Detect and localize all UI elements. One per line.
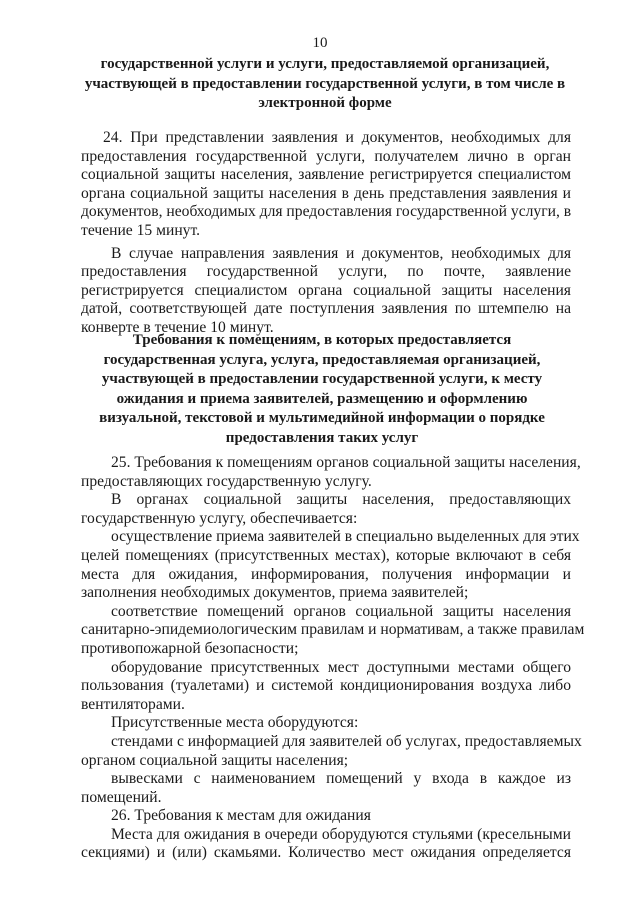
text-line: целей помещениях (присутственных местах), которые включают в себя [81,546,571,564]
text-line: Присутственные места оборудуются: [111,714,359,732]
text-line: 25. Требования к помещениям органов социальной защиты населения, [111,454,581,471]
section-25-26-body [81,454,585,863]
paragraph-25-3 [81,528,580,602]
text-line: предоставления государственной услуги, получателем лично в орган [81,147,571,165]
text-line: документов, необходимых для предоставления государственной услуги, в [81,203,572,221]
text-line: секциями) и (или) скамьями. Количество мест ожидания определяется [81,844,571,862]
page-number: 10 [312,35,328,51]
paragraph-24-2 [81,245,571,338]
text-line: предоставляющих государственную услугу. [81,472,372,490]
section-24-body [81,129,571,338]
heading-line: участвующей в предоставлении государственной услуги, в том числе в [84,75,566,92]
section-heading-service-order [80,55,570,114]
text-line: вывесками с наименованием помещений у входа в каждое из [111,770,571,788]
heading-line: Требования к помещениям, в которых предоставляется [132,332,512,348]
text-line: вентиляторами. [81,695,185,713]
text-line: регистрируется специалистом органа социальной защиты населения [81,281,571,299]
heading-line: участвующей в предоставлении государственной услуги, к месту [101,371,543,387]
paragraph-26-2 [81,826,571,863]
paragraph-24-1 [81,129,571,241]
text-line: стендами с информацией для заявителей об услугах, предоставляемых [111,732,582,750]
paragraph-25-1 [81,454,581,491]
text-line: осуществление приема заявителей в специально выделенных для этих [111,528,580,546]
text-line: течение 15 минут. [81,221,201,239]
paragraph-26-1 [81,807,571,826]
paragraph-25-4 [81,602,585,659]
text-line: предоставления государственной услуги, по почте, заявление [81,263,571,281]
text-line: пользования (туалетами) и системой кондиционирования воздуха либо [81,677,571,695]
text-line: В органах социальной защиты населения, предоставляющих [111,491,571,509]
heading-line: электронной форме [258,95,392,111]
paragraph-25-8 [81,770,571,807]
text-line: датой, соответствующей дате поступления заявления по штемпелю на [81,300,571,318]
text-line: места для ожидания, информирования, получения информации и [81,565,571,583]
heading-line: визуальной, текстовой и мультимедийной информации о порядке [99,410,545,426]
text-line: социальной защиты населения, заявление регистрируется специалистом [81,166,571,184]
paragraph-25-7 [81,732,582,770]
text-line: органа социальной защиты населения в день представления заявления и [81,184,571,202]
text-line: помещений. [81,788,162,806]
text-line: противопожарной безопасности; [81,639,299,657]
text-line: заполнения необходимых документов, приема заявителей; [81,584,469,602]
section-heading-premises-requirements [92,331,552,448]
heading-line: государственной услуги и услуги, предоставляемой организацией, [100,56,550,72]
heading-line: государственная услуга, услуга, предоставляемая организацией, [103,351,541,368]
paragraph-25-5 [81,659,571,715]
text-line: соответствие помещений органов социальной защиты населения [111,602,571,620]
text-line: органом социальной защиты населения; [81,751,349,769]
paragraph-25-6 [81,714,571,733]
text-line: санитарно-эпидемиологическим правилам и нормативам, а также правилам [81,621,585,639]
text-line: оборудование присутственных мест доступными местами общего [111,658,571,676]
text-line: 24. При представлении заявления и документов, необходимых для [103,129,571,146]
heading-line: ожидания и приема заявителей, размещению и оформлению [116,390,528,407]
text-line: конверте в течение 10 минут. [81,318,274,336]
paragraph-25-2 [81,491,571,528]
text-line: Места для ожидания в очереди оборудуются стульями (кресельными [111,825,571,843]
heading-line: предоставления таких услуг [225,429,419,446]
text-line: В случае направления заявления и документов, необходимых для [111,244,571,262]
text-line: государственную услугу, обеспечивается: [81,509,358,527]
text-line: 26. Требования к местам для ожидания [111,807,371,825]
